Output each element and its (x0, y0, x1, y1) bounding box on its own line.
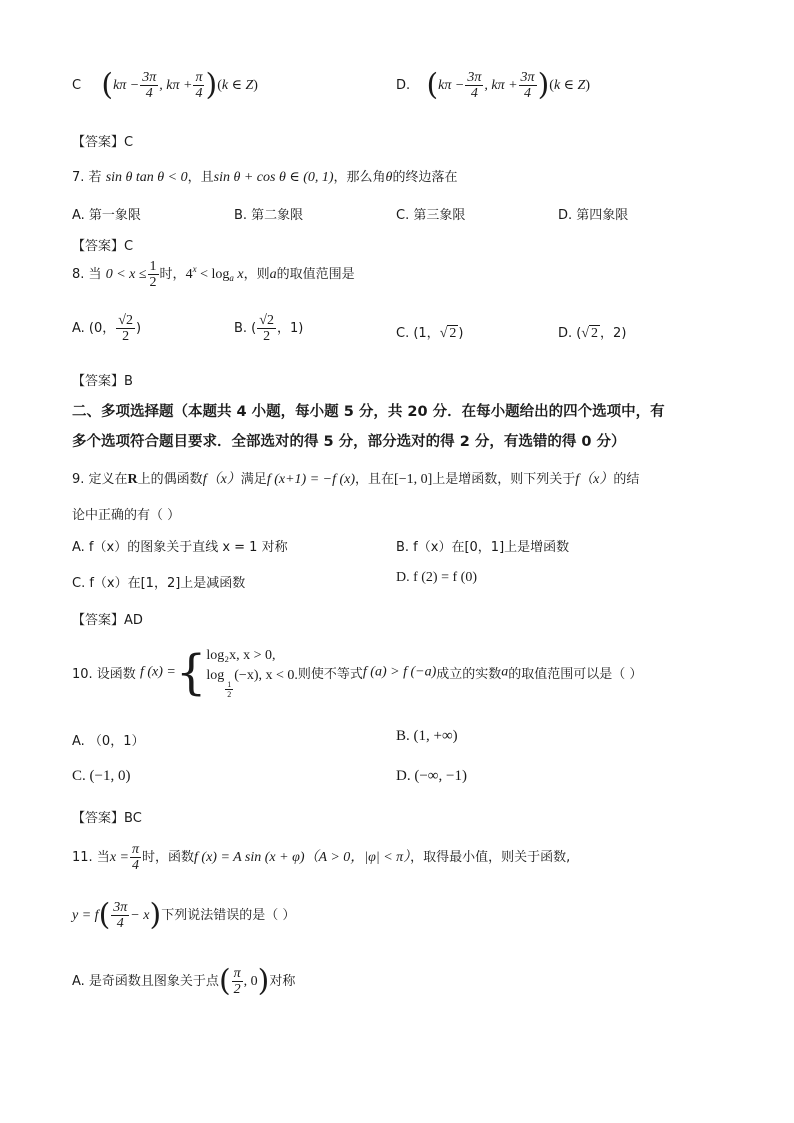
q9-stem-line-2: 论中正确的有（ ） (72, 508, 181, 523)
q10-answer: 【答案】BC (72, 811, 142, 826)
q7-option-a: A. 第一象限 (72, 208, 141, 223)
q10-option-c: C. (−1, 0) (72, 768, 131, 784)
q6-option-c-label: C (72, 78, 82, 93)
q8-option-b: B. ( $\frac{√2}{2}$ ，1) (234, 313, 304, 344)
section-2-heading-line-1: 二、多项选择题（本题共 4 小题，每小题 5 分，共 20 分．在每小题给出的四个选项中，有 (72, 404, 665, 420)
q10-option-b: B. (1, +∞) (396, 728, 458, 744)
q7-option-b: B. 第二象限 (234, 208, 304, 223)
q7-option-c: C. 第三象限 (396, 208, 466, 223)
q9-option-c: C. f（x）在[1，2]上是减函数 (72, 576, 246, 591)
q10-case-1: log₂x, x > 0, (206, 648, 276, 663)
q7-option-d: D. 第四象限 (558, 208, 629, 223)
q10-case-2: log $\frac{1}{2}$ (−x), x < 0. (206, 668, 298, 699)
q8-stem: 8. 当 0 < x ≤ $\frac{1}{2}$ 时，$4^x < \log_a x$，则a的取值范围是 (72, 259, 355, 290)
q7-answer: 【答案】C (72, 239, 134, 254)
q9-option-d: D. f (2) = f (0) (396, 570, 477, 585)
q8-option-c: C. (1，√ 2 ) (396, 326, 464, 341)
q7-condition-2: sin θ + cos θ ∈ (0, 1) (213, 170, 334, 185)
q9-option-a: A. f（x）的图象关于直线 x = 1 对称 (72, 540, 288, 555)
q10-option-d: D. (−∞, −1) (396, 768, 467, 784)
q9-answer: 【答案】AD (72, 613, 143, 628)
q6-option-c: C (kπ − $\frac{3\pi}{4}$ , kπ + $\frac{\pi}{4}$ )(k ∈ Z) (72, 67, 258, 103)
q9-stem-line-1: 9. 定义在R上的偶函数f（x）满足f (x+1) = −f (x)，且在[−1, 0]上是增函数，则下列关于f（x）的结 (72, 472, 640, 487)
q7-condition-1: sin θ tan θ < 0 (105, 170, 188, 185)
q8-option-a: A. (0， $\frac{√2}{2}$ ) (72, 313, 142, 344)
q10-stem: 10. 设函数 f (x) ={ log₂x, x > 0, log $\frac{1}{2}$ (−x), x < 0. 则使不等式f (a) > f (−a)成立的实数a的取值范围可以是（ ） (72, 644, 643, 701)
q9-option-b: B. f（x）在[0，1]上是增函数 (396, 540, 570, 555)
q6-option-d-label: D. (396, 78, 411, 93)
q6-option-d: D. (kπ − $\frac{3\pi}{4}$ , kπ + $\frac{3\pi}{4}$ )(k ∈ Z) (396, 67, 590, 103)
q8-option-d: D. (√ 2 ，2) (558, 326, 627, 341)
q11-stem-line-1: 11. 当x = $\frac{\pi}{4}$ 时，函数f (x) = A sin (x + φ)（A > 0，|φ| < π），取得最小值，则关于函数, (72, 842, 571, 873)
section-2-heading-line-2: 多个选项符合题目要求．全部选对的得 5 分，部分选对的得 2 分，有选错的得 0 分） (72, 434, 626, 450)
q7-stem: 7. 若 sin θ tan θ < 0，且sin θ + cos θ ∈ (0, 1)，那么角θ的终边落在 (72, 170, 458, 185)
q8-answer: 【答案】B (72, 374, 133, 389)
q11-option-a: A. 是奇函数且图象关于点( $\frac{\pi}{2}$ , 0)对称 (72, 963, 296, 999)
q10-option-a: A. （0，1） (72, 734, 145, 749)
q11-stem-line-2: y = f( $\frac{3\pi}{4}$ − x)下列说法错误的是（ ） (72, 897, 296, 933)
q6-answer: 【答案】C (72, 135, 134, 150)
